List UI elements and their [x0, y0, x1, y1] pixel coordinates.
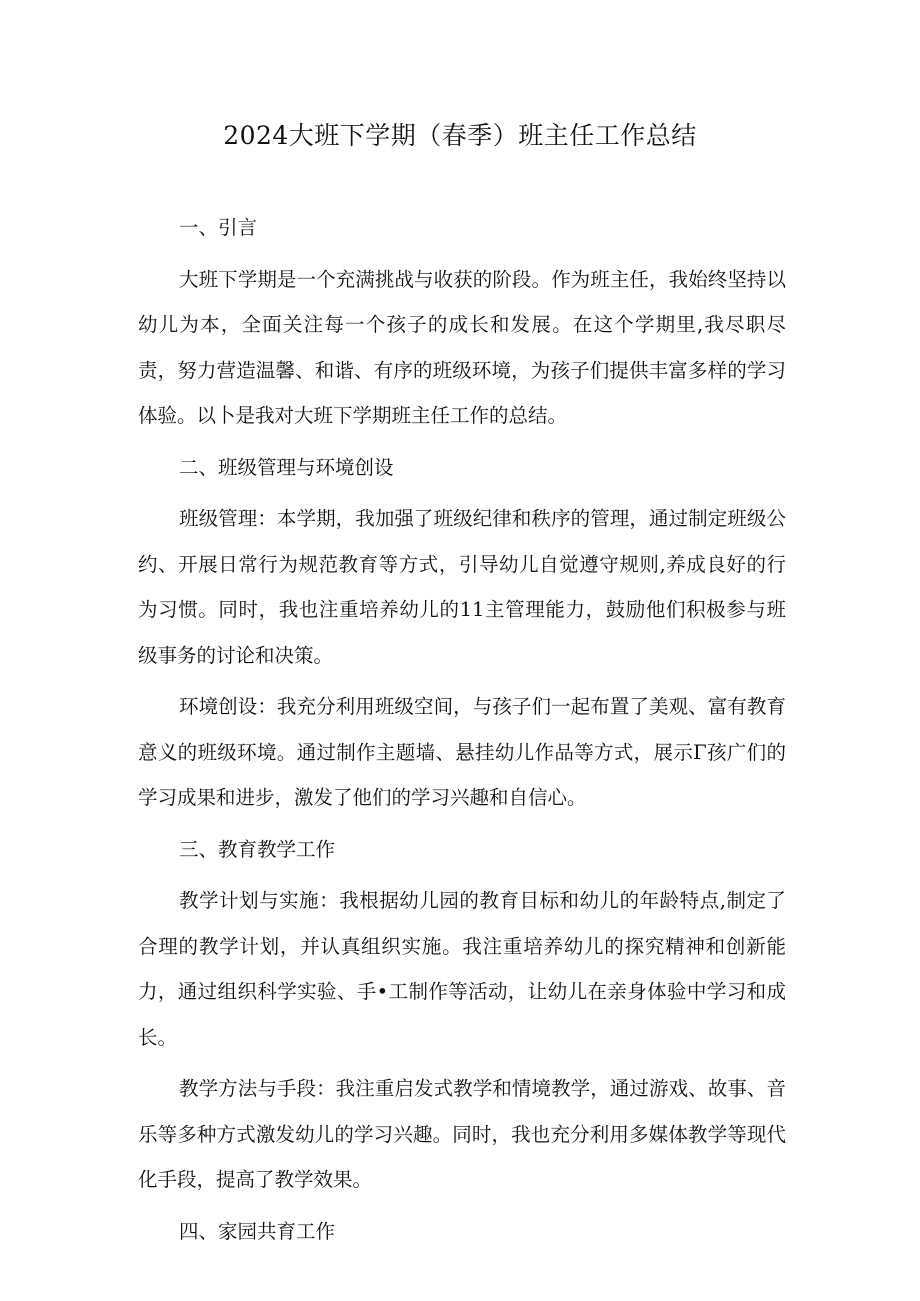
- paragraph-class-management: 班级管理：本学期，我加强了班级纪律和秩序的管理，通过制定班级公约、开展日常行为规范教育等方式，引导幼儿自觉遵守规则,养成良好的行为习惯。同时，我也注重培养幼儿的11主管理能力，鼓励他们积极参与班级事务的讨论和决策。: [138, 507, 786, 667]
- section-heading-teaching: 三、教育教学工作: [179, 837, 336, 861]
- paragraph-environment: 环境创设：我充分利用班级空间，与孩子们一起布置了美观、富有教育意义的班级环境。通过制作主题墙、悬挂幼儿作品等方式，展示Γ孩广们的学习成果和进步，激发了他们的学习兴趣和自信心。: [138, 695, 786, 809]
- section-heading-class-management: 二、班级管理与环境创设: [179, 455, 394, 479]
- paragraph-teaching-methods: 教学方法与手段：我注重启发式教学和情境教学，通过游戏、故事、音乐等多种方式激发幼儿的学习兴趣。同时，我也充分利用多媒体教学等现代化手段，提高了教学效果。: [138, 1077, 786, 1191]
- paragraph-teaching-plan: 教学计划与实施：我根据幼儿园的教育目标和幼儿的年龄特点,制定了合理的教学计划，并认真组织实施。我注重培养幼儿的探究精神和创新能力，通过组织科学实验、手•工制作等活动，让幼儿在亲身体验中学习和成长。: [138, 889, 786, 1049]
- paragraph-intro: 大班下学期是一个充满挑战与收获的阶段。作为班主任，我始终坚持以幼儿为本，全面关注每一个孩子的成长和发展。在这个学期里,我尽职尽责，努力营造温馨、和谐、有序的班级环境，为孩子们提供丰富多样的学习体验。以卜是我对大班下学期班主任工作的总结。: [138, 267, 786, 427]
- document-body: [138, 201, 786, 1260]
- section-heading-home-school: 四、家园共育工作: [179, 1219, 336, 1243]
- document-title: 2024大班下学期（春季）班主任工作总结: [223, 121, 697, 150]
- section-heading-intro: 一、引言: [179, 216, 258, 239]
